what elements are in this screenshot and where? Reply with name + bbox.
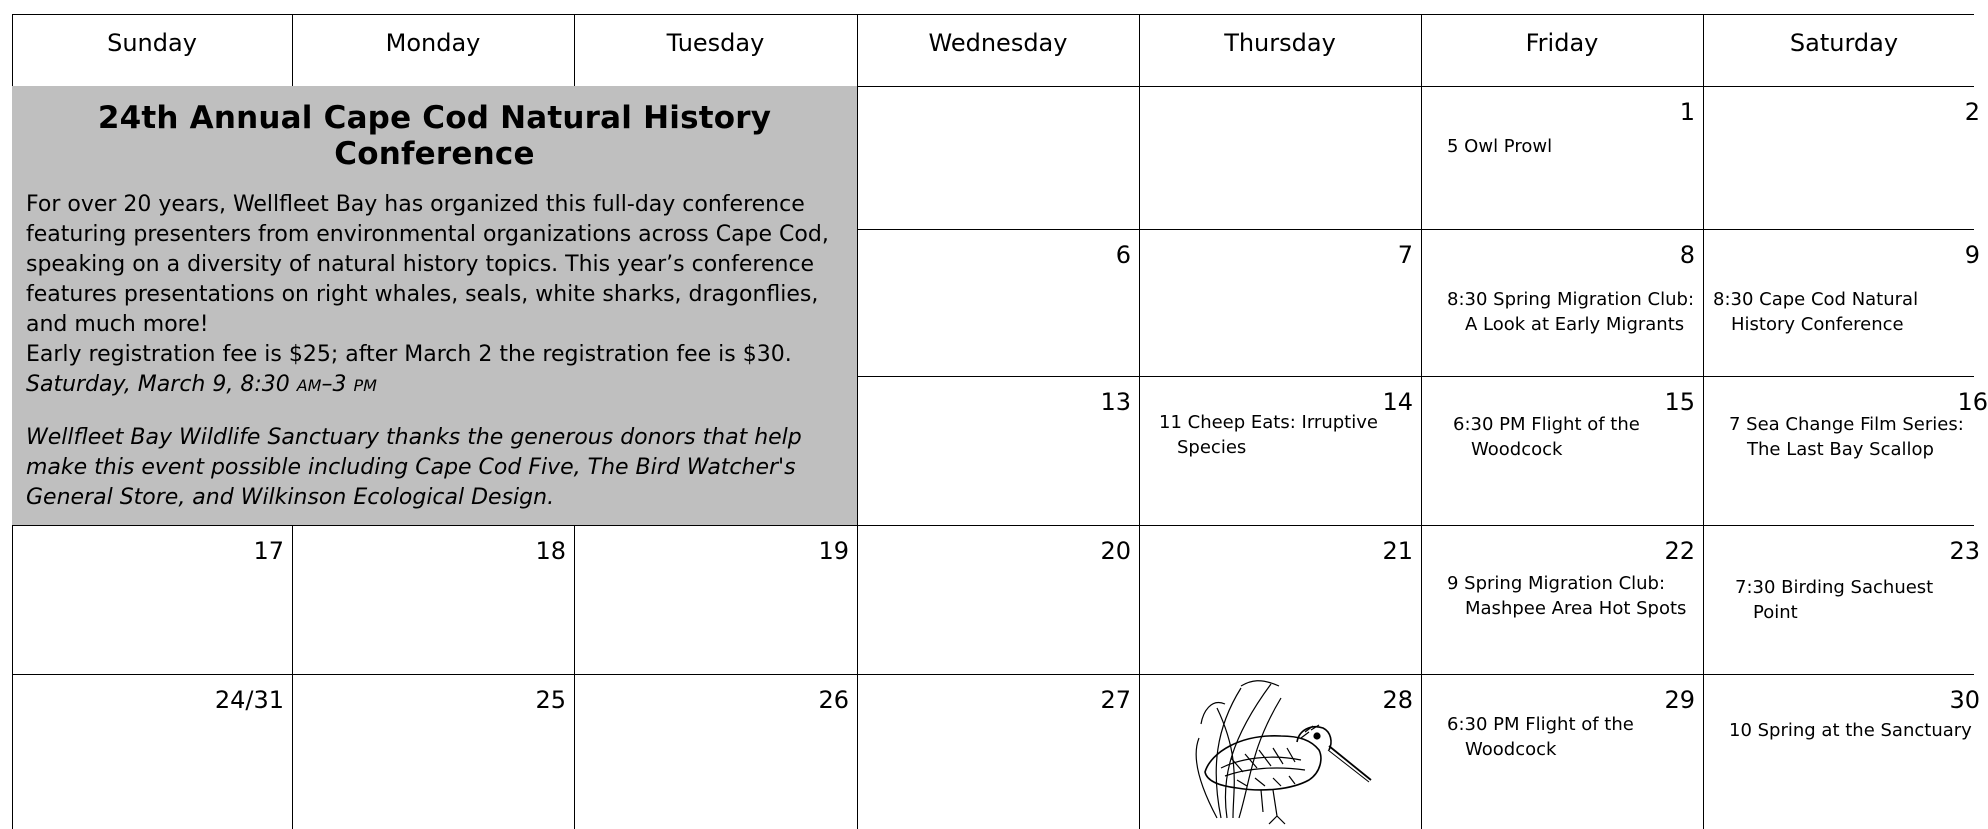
event-line: 6:30 PM Flight of the <box>1447 714 1634 735</box>
weekday-saturday: Saturday <box>1789 29 1899 57</box>
day-cell[interactable] <box>12 674 292 829</box>
day-cell[interactable] <box>1421 525 1703 674</box>
conference-description: For over 20 years, Wellfleet Bay has organized this full-day conference featuring presenters from environmental organizations across Cape Cod, speaking on a diversity of natural history topics. This year’s conference features presentations on right whales, seals, white sharks, dragonflies, and much more! <box>26 192 829 337</box>
event-line: 11 Cheep Eats: Irruptive <box>1159 412 1378 433</box>
day-cell[interactable] <box>1421 229 1703 376</box>
event-line: The Last Bay Scallop <box>1747 439 1934 460</box>
day-number: 21 <box>1382 537 1413 565</box>
day-number: 19 <box>818 537 849 565</box>
weekday-wednesday: Wednesday <box>928 29 1068 57</box>
event-spring-migration-club[interactable] <box>1447 287 1694 337</box>
day-number: 25 <box>535 686 566 714</box>
day-cell[interactable] <box>1421 674 1703 829</box>
conference-date <box>26 370 843 401</box>
event-spring-at-sanctuary[interactable] <box>1729 718 1972 743</box>
day-number: 1 <box>1679 98 1695 126</box>
day-cell[interactable] <box>12 525 292 674</box>
event-mashpee-hot-spots[interactable] <box>1447 571 1686 621</box>
day-cell[interactable] <box>1421 86 1703 229</box>
event-birding-sachuest[interactable] <box>1735 575 1933 625</box>
day-cell[interactable] <box>1703 229 1980 376</box>
day-cell[interactable] <box>1139 674 1421 829</box>
day-number: 28 <box>1382 686 1413 714</box>
day-cell[interactable] <box>574 674 857 829</box>
event-line: 7 Sea Change Film Series: <box>1729 414 1964 435</box>
day-number: 7 <box>1397 241 1413 269</box>
event-owl-prowl[interactable] <box>1447 134 1552 159</box>
event-line: 8:30 Cape Cod Natural <box>1713 289 1919 310</box>
day-number: 15 <box>1664 388 1695 416</box>
day-number: 20 <box>1100 537 1131 565</box>
event-line: 5 Owl Prowl <box>1447 136 1553 157</box>
conference-date-text: Saturday, March 9, 8:30 <box>26 372 297 397</box>
day-cell[interactable] <box>857 674 1139 829</box>
day-number: 8 <box>1679 241 1695 269</box>
day-number: 26 <box>818 686 849 714</box>
event-line: History Conference <box>1731 314 1904 335</box>
day-cell[interactable] <box>1421 376 1703 525</box>
day-number: 30 <box>1949 686 1980 714</box>
day-cell[interactable] <box>292 525 574 674</box>
event-flight-of-woodcock[interactable] <box>1453 412 1640 462</box>
event-conference[interactable] <box>1713 287 1918 337</box>
weekday-friday: Friday <box>1525 29 1599 57</box>
day-cell[interactable] <box>1139 525 1421 674</box>
day-cell[interactable] <box>1139 376 1421 525</box>
day-number: 13 <box>1100 388 1131 416</box>
weekday-monday: Monday <box>385 29 481 57</box>
day-number: 27 <box>1100 686 1131 714</box>
day-number: 16 <box>1957 388 1988 416</box>
weekday-sunday: Sunday <box>107 29 197 57</box>
event-sea-change-film[interactable] <box>1729 412 1964 462</box>
day-cell[interactable] <box>292 674 574 829</box>
day-number: 23 <box>1949 537 1980 565</box>
conference-date-dash: –3 <box>321 372 354 397</box>
day-number: 6 <box>1115 241 1131 269</box>
event-line: 9 Spring Migration Club: <box>1447 573 1666 594</box>
event-cheep-eats[interactable] <box>1159 410 1378 460</box>
day-cell[interactable] <box>857 525 1139 674</box>
day-cell[interactable] <box>1703 674 1980 829</box>
conference-date-pm: PM <box>353 376 377 395</box>
event-line: Point <box>1753 602 1798 623</box>
day-number: 2 <box>1964 98 1980 126</box>
day-cell[interactable] <box>574 525 857 674</box>
conference-fee: Early registration fee is $25; after March 2 the registration fee is $30. <box>26 342 792 367</box>
day-cell[interactable] <box>1703 525 1980 674</box>
day-cell[interactable] <box>1703 376 1988 525</box>
event-line: Mashpee Area Hot Spots <box>1465 598 1687 619</box>
event-flight-of-woodcock[interactable] <box>1447 712 1634 762</box>
event-line: 6:30 PM Flight of the <box>1453 414 1640 435</box>
day-number: 29 <box>1664 686 1695 714</box>
day-number: 22 <box>1664 537 1695 565</box>
day-number: 14 <box>1382 388 1413 416</box>
day-number: 9 <box>1964 241 1980 269</box>
day-cell[interactable] <box>857 376 1139 525</box>
woodcock-illustration-icon <box>1181 668 1377 828</box>
event-line: 10 Spring at the Sanctuary <box>1729 720 1972 741</box>
conference-title: 24th Annual Cape Cod Natural History Conference <box>97 100 772 172</box>
conference-date-am: AM <box>296 376 322 395</box>
event-line: Woodcock <box>1465 739 1557 760</box>
day-number: 18 <box>535 537 566 565</box>
event-line: Species <box>1177 437 1247 458</box>
event-line: A Look at Early Migrants <box>1465 314 1685 335</box>
conference-sponsors: Wellfleet Bay Wildlife Sanctuary thanks the generous donors that help make this event possible including Cape Cod Five, The Bird Watcher's General Store, and Wilkinson Ecological Design. <box>26 425 802 510</box>
weekday-thursday: Thursday <box>1224 29 1336 57</box>
day-cell[interactable] <box>1139 229 1421 376</box>
day-cell[interactable] <box>857 229 1139 376</box>
day-number: 17 <box>253 537 284 565</box>
conference-feature <box>12 86 857 525</box>
event-line: 8:30 Spring Migration Club: <box>1447 289 1695 310</box>
day-cell[interactable] <box>1703 86 1980 229</box>
event-line: Woodcock <box>1471 439 1563 460</box>
day-number: 24/31 <box>214 686 284 714</box>
event-line: 7:30 Birding Sachuest <box>1735 577 1934 598</box>
weekday-tuesday: Tuesday <box>666 29 765 57</box>
